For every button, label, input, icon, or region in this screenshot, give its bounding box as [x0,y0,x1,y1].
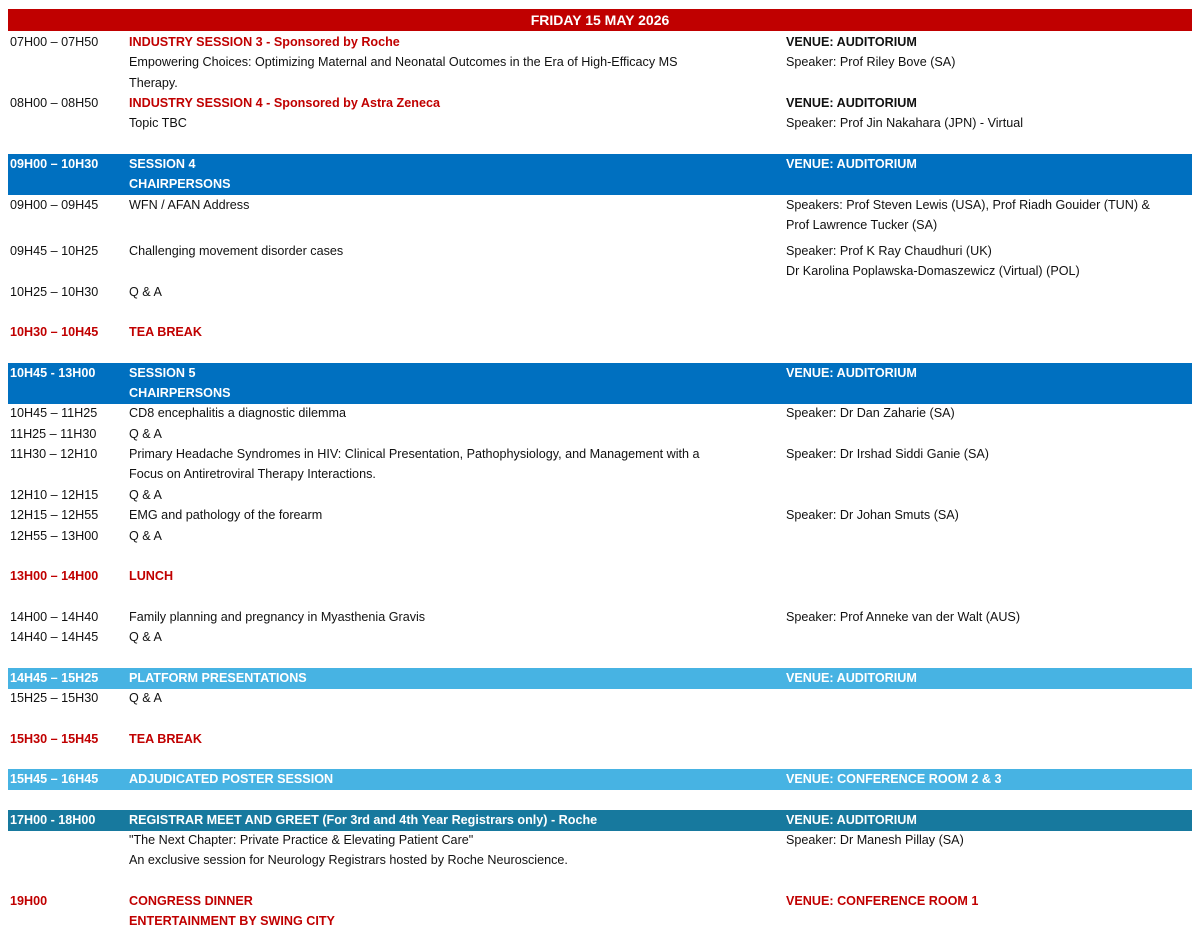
day-title: FRIDAY 15 MAY 2026 [530,12,670,28]
time-slot: 11H30 – 12H10 [10,447,98,461]
session-title: PLATFORM PRESENTATIONS [129,671,307,685]
session-title: EMG and pathology of the forearm [129,508,323,522]
session-title: SESSION 4 [129,157,196,171]
session-title: Primary Headache Syndromes in HIV: Clinical Presentation, Pathophysiology, and Management with a [129,447,700,461]
session-title: ADJUDICATED POSTER SESSION [129,772,334,786]
time-slot: 07H00 – 07H50 [10,35,99,49]
venue-label: VENUE: AUDITORIUM [786,671,917,685]
time-slot: 19H00 [10,894,48,908]
session-detail: Focus on Antiretroviral Therapy Interactions. [129,467,376,482]
venue-label: VENUE: AUDITORIUM [786,813,917,827]
venue-label: VENUE: AUDITORIUM [786,96,917,110]
time-slot: 09H45 – 10H25 [10,244,99,258]
speaker-info: Prof Lawrence Tucker (SA) [786,218,938,233]
venue-label: VENUE: AUDITORIUM [786,366,917,380]
speaker-info: Speakers: Prof Steven Lewis (USA), Prof Riadh Gouider (TUN) & [786,198,1150,212]
session-title: REGISTRAR MEET AND GREET (For 3rd and 4th Year Registrars only) - Roche [129,813,598,827]
time-slot: 10H25 – 10H30 [10,285,99,299]
time-slot: 14H00 – 14H40 [10,610,99,624]
time-slot: 12H55 – 13H00 [10,529,99,543]
session-detail: CHAIRPERSONS [129,386,231,401]
speaker-info: Speaker: Dr Irshad Siddi Ganie (SA) [786,447,989,461]
session-detail: Empowering Choices: Optimizing Maternal and Neonatal Outcomes in the Era of High-Efficacy MS [129,55,678,70]
time-slot: 15H25 – 15H30 [10,691,99,705]
time-slot: 14H45 – 15H25 [10,671,99,685]
time-slot: 15H30 – 15H45 [10,732,99,746]
session-title: LUNCH [129,569,174,583]
time-slot: 09H00 – 10H30 [10,157,99,171]
session-detail: Topic TBC [129,116,187,131]
session-title: Q & A [129,488,162,502]
time-slot: 10H30 – 10H45 [10,325,99,339]
speaker-info: Speaker: Prof K Ray Chaudhuri (UK) [786,244,992,258]
session-title: TEA BREAK [129,325,202,339]
time-slot: 09H00 – 09H45 [10,198,99,212]
session-title: Q & A [129,427,162,441]
session-title: Challenging movement disorder cases [129,244,344,258]
session-title: Family planning and pregnancy in Myasthenia Gravis [129,610,426,624]
session-title: INDUSTRY SESSION 3 - Sponsored by Roche [129,35,400,49]
session-detail: ENTERTAINMENT BY SWING CITY [129,914,335,929]
time-slot: 12H10 – 12H15 [10,488,99,502]
venue-label: VENUE: AUDITORIUM [786,157,917,171]
time-slot: 10H45 - 13H00 [10,366,96,380]
time-slot: 11H25 – 11H30 [10,427,97,441]
time-slot: 14H40 – 14H45 [10,630,99,644]
session-detail: CHAIRPERSONS [129,177,231,192]
session-title: CONGRESS DINNER [129,894,253,908]
session-title: Q & A [129,630,162,644]
time-slot: 17H00 - 18H00 [10,813,96,827]
time-slot: 15H45 – 16H45 [10,772,99,786]
speaker-info: Speaker: Prof Jin Nakahara (JPN) - Virtual [786,116,1024,131]
speaker-info: Speaker: Dr Manesh Pillay (SA) [786,833,964,847]
speaker-info: Speaker: Dr Johan Smuts (SA) [786,508,959,522]
speaker-info: Speaker: Prof Riley Bove (SA) [786,55,956,70]
session-title: Q & A [129,529,162,543]
session-title: INDUSTRY SESSION 4 - Sponsored by Astra Zeneca [129,96,440,110]
day-header [8,9,1192,31]
session-title: Q & A [129,691,162,705]
venue-label: VENUE: CONFERENCE ROOM 2 & 3 [786,772,1002,786]
session-detail: An exclusive session for Neurology Registrars hosted by Roche Neuroscience. [129,853,568,868]
venue-label: VENUE: CONFERENCE ROOM 1 [786,894,979,908]
speaker-info: Speaker: Dr Dan Zaharie (SA) [786,406,955,420]
session-title: Q & A [129,285,162,299]
venue-label: VENUE: AUDITORIUM [786,35,917,49]
session-title: CD8 encephalitis a diagnostic dilemma [129,406,347,420]
time-slot: 12H15 – 12H55 [10,508,99,522]
session-title: WFN / AFAN Address [129,198,250,212]
time-slot: 10H45 – 11H25 [10,406,98,420]
speaker-info: Dr Karolina Poplawska-Domaszewicz (Virtual) (POL) [786,264,1080,279]
speaker-info: Speaker: Prof Anneke van der Walt (AUS) [786,610,1021,624]
time-slot: 13H00 – 14H00 [10,569,99,583]
session-detail: Therapy. [129,75,178,90]
time-slot: 08H00 – 08H50 [10,96,99,110]
session-title: "The Next Chapter: Private Practice & Elevating Patient Care" [129,833,474,847]
session-title: SESSION 5 [129,366,196,380]
session-title: TEA BREAK [129,732,202,746]
